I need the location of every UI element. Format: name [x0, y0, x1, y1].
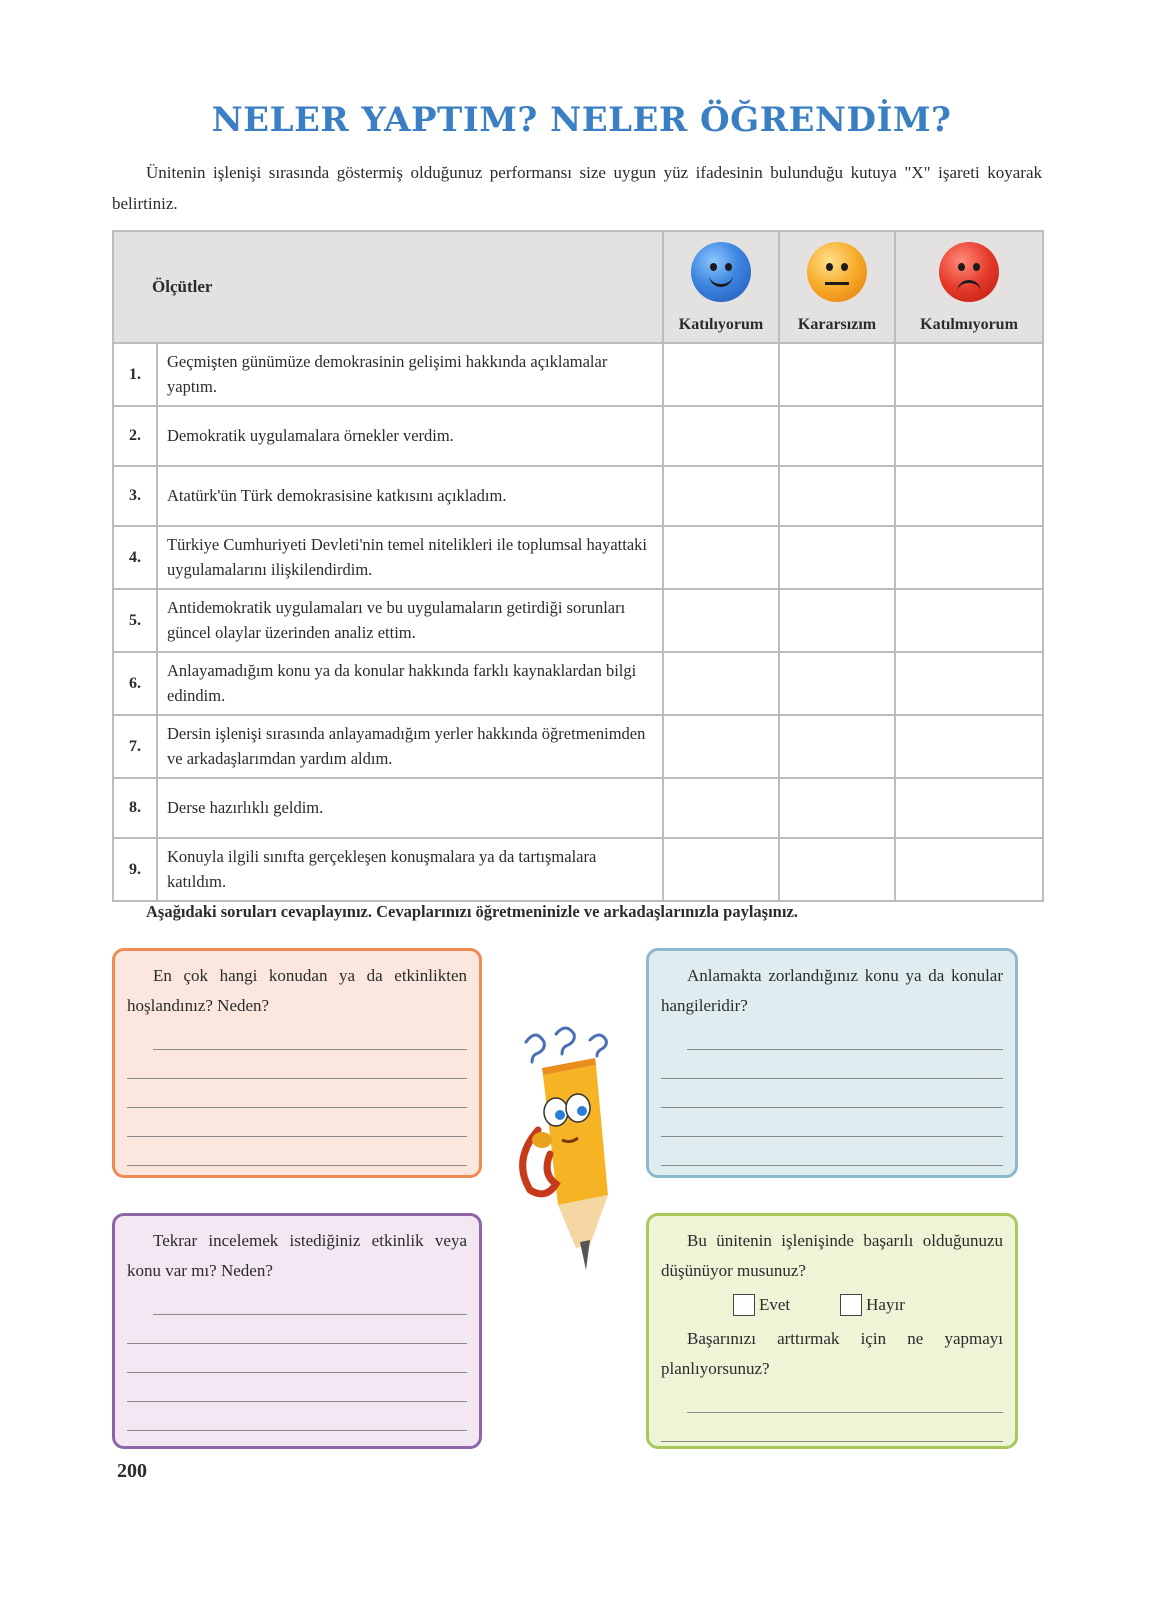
row-criterion: Derse hazırlıklı geldim.	[157, 778, 663, 838]
answer-line[interactable]	[661, 1413, 1003, 1442]
table-row	[113, 778, 1043, 838]
answer-line[interactable]	[153, 1286, 467, 1315]
mark-cell-agree[interactable]	[663, 589, 779, 652]
row-number: 4.	[113, 526, 157, 589]
answer-line[interactable]	[127, 1137, 467, 1166]
mark-cell-disagree[interactable]	[895, 778, 1043, 838]
table-row	[113, 838, 1043, 901]
criteria-header: Ölçütler	[113, 231, 663, 343]
row-number: 2.	[113, 406, 157, 466]
answer-line[interactable]	[661, 1079, 1003, 1108]
table-row	[113, 406, 1043, 466]
column-disagree	[895, 231, 1043, 343]
mark-cell-disagree[interactable]	[895, 589, 1043, 652]
row-criterion: Antidemokratik uygulamaları ve bu uygulamaların getirdiği sorunları güncel olaylar üzerinden analiz ettim.	[157, 589, 663, 652]
answer-line[interactable]	[661, 1050, 1003, 1079]
column-agree	[663, 231, 779, 343]
question-text: Bu ünitenin işlenişinde başarılı olduğunuzu düşünüyor musunuz?	[661, 1231, 1003, 1280]
column-undecided	[779, 231, 895, 343]
mark-cell-disagree[interactable]	[895, 715, 1043, 778]
mark-cell-undecided[interactable]	[779, 406, 895, 466]
yes-label: Evet	[759, 1295, 791, 1314]
table-row	[113, 526, 1043, 589]
row-number: 1.	[113, 343, 157, 406]
mark-cell-disagree[interactable]	[895, 526, 1043, 589]
yes-option[interactable]	[733, 1290, 790, 1320]
answer-line[interactable]	[661, 1108, 1003, 1137]
answer-line[interactable]	[127, 1079, 467, 1108]
answer-line[interactable]	[153, 1021, 467, 1050]
row-number: 5.	[113, 589, 157, 652]
question-box-success	[646, 1213, 1018, 1449]
mark-cell-undecided[interactable]	[779, 589, 895, 652]
question-text: Tekrar incelemek istediğiniz etkinlik veya konu var mı? Neden?	[127, 1231, 467, 1280]
page-number: 200	[117, 1460, 147, 1482]
mark-cell-undecided[interactable]	[779, 652, 895, 715]
sad-face-icon	[939, 242, 999, 302]
mark-cell-agree[interactable]	[663, 406, 779, 466]
no-label: Hayır	[866, 1295, 905, 1314]
mark-cell-agree[interactable]	[663, 778, 779, 838]
question-text: Başarınızı arttırmak için ne yapmayı planlıyorsunuz?	[661, 1329, 1003, 1378]
mark-cell-undecided[interactable]	[779, 838, 895, 901]
mark-cell-disagree[interactable]	[895, 343, 1043, 406]
question-text: Anlamakta zorlandığınız konu ya da konular hangileridir?	[661, 966, 1003, 1015]
mark-cell-undecided[interactable]	[779, 343, 895, 406]
table-row	[113, 652, 1043, 715]
mark-cell-undecided[interactable]	[779, 466, 895, 526]
question-box-favorite	[112, 948, 482, 1178]
self-assessment-table	[112, 230, 1044, 902]
table-row	[113, 715, 1043, 778]
row-criterion: Dersin işlenişi sırasında anlayamadığım yerler hakkında öğretmenimden ve arkadaşlarımdan yardım aldım.	[157, 715, 663, 778]
row-criterion: Demokratik uygulamalara örnekler verdim.	[157, 406, 663, 466]
row-number: 6.	[113, 652, 157, 715]
row-number: 9.	[113, 838, 157, 901]
yes-no-options	[733, 1290, 1003, 1320]
mark-cell-undecided[interactable]	[779, 526, 895, 589]
neutral-face-icon	[807, 242, 867, 302]
row-criterion: Türkiye Cumhuriyeti Devleti'nin temel nitelikleri ile toplumsal hayattaki uygulamalarını ilişkilendirdim.	[157, 526, 663, 589]
no-checkbox[interactable]	[840, 1294, 862, 1316]
instructions-text: Ünitenin işlenişi sırasında göstermiş olduğunuz performansı size uygun yüz ifadesinin bulunduğu kutuya "X" işareti koyarak belirtiniz.	[112, 163, 1042, 213]
answer-line[interactable]	[127, 1402, 467, 1431]
mark-cell-agree[interactable]	[663, 715, 779, 778]
row-number: 8.	[113, 778, 157, 838]
no-option[interactable]	[840, 1290, 905, 1320]
answer-line[interactable]	[127, 1050, 467, 1079]
mark-cell-disagree[interactable]	[895, 838, 1043, 901]
mark-cell-agree[interactable]	[663, 526, 779, 589]
page-title: NELER YAPTIM? NELER ÖĞRENDİM?	[211, 100, 952, 140]
row-number: 7.	[113, 715, 157, 778]
answer-line[interactable]	[687, 1021, 1003, 1050]
column-label: Katılmıyorum	[920, 316, 1018, 333]
row-criterion: Konuyla ilgili sınıfta gerçekleşen konuşmalara ya da tartışmalara katıldım.	[157, 838, 663, 901]
mark-cell-disagree[interactable]	[895, 652, 1043, 715]
table-row	[113, 466, 1043, 526]
mark-cell-disagree[interactable]	[895, 466, 1043, 526]
table-row	[113, 343, 1043, 406]
table-row	[113, 589, 1043, 652]
yes-checkbox[interactable]	[733, 1294, 755, 1316]
row-criterion: Anlayamadığım konu ya da konular hakkında farklı kaynaklardan bilgi edindim.	[157, 652, 663, 715]
mark-cell-agree[interactable]	[663, 466, 779, 526]
mark-cell-disagree[interactable]	[895, 406, 1043, 466]
answer-line[interactable]	[127, 1344, 467, 1373]
question-box-difficult	[646, 948, 1018, 1178]
thinking-pencil-mascot-icon	[498, 1020, 628, 1290]
mark-cell-agree[interactable]	[663, 343, 779, 406]
answer-line[interactable]	[687, 1384, 1003, 1413]
mark-cell-agree[interactable]	[663, 652, 779, 715]
answer-line[interactable]	[127, 1315, 467, 1344]
questions-instructions: Aşağıdaki soruları cevaplayınız. Cevaplarınızı öğretmeninizle ve arkadaşlarınızla paylaşınız.	[146, 902, 798, 921]
column-label: Katılıyorum	[678, 316, 764, 333]
answer-line[interactable]	[127, 1373, 467, 1402]
row-number: 3.	[113, 466, 157, 526]
happy-face-icon	[691, 242, 751, 302]
question-text: En çok hangi konudan ya da etkinlikten hoşlandınız? Neden?	[127, 966, 467, 1015]
mark-cell-undecided[interactable]	[779, 715, 895, 778]
row-criterion: Geçmişten günümüze demokrasinin gelişimi hakkında açıklamalar yaptım.	[157, 343, 663, 406]
answer-line[interactable]	[127, 1108, 467, 1137]
mark-cell-agree[interactable]	[663, 838, 779, 901]
mark-cell-undecided[interactable]	[779, 778, 895, 838]
question-box-revisit	[112, 1213, 482, 1449]
column-label: Kararsızım	[797, 316, 877, 333]
answer-line[interactable]	[661, 1137, 1003, 1166]
row-criterion: Atatürk'ün Türk demokrasisine katkısını açıkladım.	[157, 466, 663, 526]
